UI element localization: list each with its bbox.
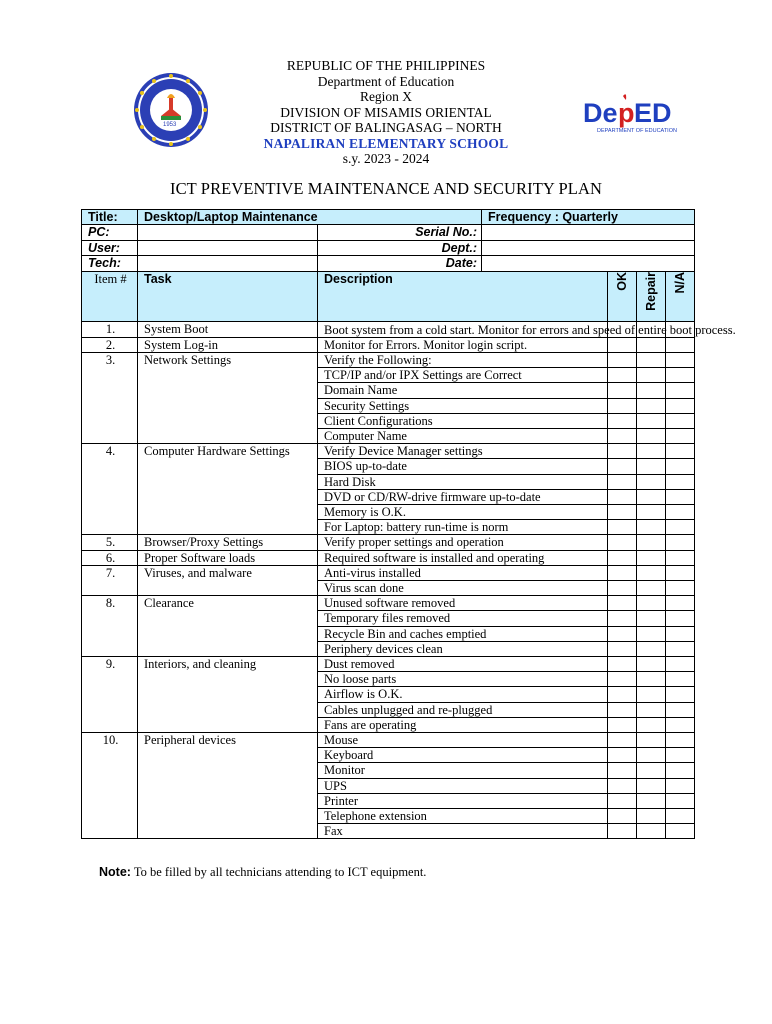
task-description: Unused software removed [318, 596, 608, 611]
na-checkbox-cell[interactable] [666, 337, 695, 352]
na-checkbox-cell[interactable] [666, 596, 695, 611]
department-line: Department of Education [317, 73, 455, 89]
task-description: Hard Disk [318, 474, 608, 489]
repair-checkbox-cell[interactable] [637, 581, 666, 596]
svg-text:p: p [618, 98, 635, 128]
task-description: No loose parts [318, 672, 608, 687]
task-description: Airflow is O.K. [318, 687, 608, 702]
repair-checkbox-cell[interactable] [637, 717, 666, 732]
task-name: Computer Hardware Settings [138, 444, 318, 535]
item-column-header: Item # [82, 271, 138, 321]
repair-checkbox-cell[interactable] [637, 733, 666, 748]
task-description: Printer [318, 793, 608, 808]
task-description: Virus scan done [318, 581, 608, 596]
task-description: TCP/IP and/or IPX Settings are Correct [318, 368, 608, 383]
task-description: Security Settings [318, 398, 608, 413]
na-checkbox-cell[interactable] [666, 535, 695, 550]
title-value: Desktop/Laptop Maintenance [138, 210, 482, 225]
repair-checkbox-cell[interactable] [637, 459, 666, 474]
task-name: Interiors, and cleaning [138, 657, 318, 733]
tech-label: Tech: [82, 256, 138, 271]
task-description: Periphery devices clean [318, 641, 608, 656]
na-checkbox-cell[interactable] [666, 474, 695, 489]
pc-label: PC: [82, 225, 138, 240]
repair-checkbox-cell[interactable] [637, 824, 666, 839]
na-checkbox-cell[interactable] [666, 398, 695, 413]
na-checkbox-cell[interactable] [666, 368, 695, 383]
description-column-header: Description [318, 271, 608, 321]
na-checkbox-cell[interactable] [666, 672, 695, 687]
table-row [82, 337, 695, 352]
tech-field[interactable] [138, 256, 318, 271]
table-row [82, 596, 695, 611]
ok-checkbox-cell[interactable] [608, 505, 637, 520]
table-row [82, 321, 695, 337]
ok-checkbox-cell[interactable] [608, 763, 637, 778]
na-checkbox-cell[interactable] [666, 641, 695, 656]
note-text: To be filled by all technicians attending to ICT equipment. [133, 865, 427, 879]
table-row [82, 565, 695, 580]
task-description: Dust removed [318, 657, 608, 672]
task-name: Viruses, and malware [138, 565, 318, 595]
na-column-header: N/A [672, 271, 687, 294]
repair-checkbox-cell[interactable] [637, 413, 666, 428]
item-number: 1. [82, 321, 138, 337]
task-description: BIOS up-to-date [318, 459, 608, 474]
ok-checkbox-cell[interactable] [608, 702, 637, 717]
task-description: UPS [318, 778, 608, 793]
na-checkbox-cell[interactable] [666, 565, 695, 580]
repair-checkbox-cell[interactable] [637, 793, 666, 808]
item-number: 4. [82, 444, 138, 535]
task-name: Peripheral devices [138, 733, 318, 839]
repair-column-header: Repair [643, 271, 658, 311]
task-column-header: Task [138, 271, 318, 321]
table-row [82, 657, 695, 672]
ok-checkbox-cell[interactable] [608, 474, 637, 489]
division-line: DIVISION OF MISAMIS ORIENTAL [280, 104, 492, 120]
ok-checkbox-cell[interactable] [608, 352, 637, 367]
ok-checkbox-cell[interactable] [608, 657, 637, 672]
repair-checkbox-cell[interactable] [637, 368, 666, 383]
na-checkbox-cell[interactable] [666, 383, 695, 398]
ok-checkbox-cell[interactable] [608, 687, 637, 702]
repair-checkbox-cell[interactable] [637, 337, 666, 352]
ok-checkbox-cell[interactable] [608, 337, 637, 352]
table-row [82, 550, 695, 565]
na-checkbox-cell[interactable] [666, 428, 695, 443]
na-checkbox-cell[interactable] [666, 581, 695, 596]
task-description: Monitor [318, 763, 608, 778]
pc-field[interactable] [138, 225, 318, 240]
repair-checkbox-cell[interactable] [637, 489, 666, 504]
repair-checkbox-cell[interactable] [637, 535, 666, 550]
task-name: Clearance [138, 596, 318, 657]
dept-label: Dept.: [318, 240, 482, 255]
ok-checkbox-cell[interactable] [608, 398, 637, 413]
ok-checkbox-cell[interactable] [608, 383, 637, 398]
table-row [82, 352, 695, 367]
na-checkbox-cell[interactable] [666, 763, 695, 778]
task-description: Fax [318, 824, 608, 839]
ok-checkbox-cell[interactable] [608, 611, 637, 626]
ok-checkbox-cell[interactable] [608, 809, 637, 824]
task-name: System Boot [138, 321, 318, 337]
seal-year-text: 1953 [163, 122, 177, 128]
ok-checkbox-cell[interactable] [608, 596, 637, 611]
repair-checkbox-cell[interactable] [637, 352, 666, 367]
task-description: Cables unplugged and re-plugged [318, 702, 608, 717]
na-checkbox-cell[interactable] [666, 520, 695, 535]
repair-checkbox-cell[interactable] [637, 383, 666, 398]
region-line: Region X [359, 89, 413, 104]
na-checkbox-cell[interactable] [666, 778, 695, 793]
item-number: 2. [82, 337, 138, 352]
task-description: Telephone extension [318, 809, 608, 824]
repair-checkbox-cell[interactable] [637, 657, 666, 672]
task-description: Keyboard [318, 748, 608, 763]
repair-checkbox-cell[interactable] [637, 778, 666, 793]
serial-field[interactable] [482, 225, 695, 240]
ok-checkbox-cell[interactable] [608, 717, 637, 732]
task-description: Memory is O.K. [318, 505, 608, 520]
na-checkbox-cell[interactable] [666, 748, 695, 763]
deped-subtitle: DEPARTMENT OF EDUCATION [597, 128, 677, 134]
na-checkbox-cell[interactable] [666, 489, 695, 504]
na-checkbox-cell[interactable] [666, 824, 695, 839]
task-description: Monitor for Errors. Monitor login script. [318, 337, 608, 352]
task-description: For Laptop: battery run-time is norm [318, 520, 608, 535]
ok-checkbox-cell[interactable] [608, 550, 637, 565]
school-name: NAPALIRAN ELEMENTARY SCHOOL [263, 135, 509, 151]
repair-checkbox-cell[interactable] [637, 809, 666, 824]
ok-checkbox-cell[interactable] [608, 413, 637, 428]
repair-checkbox-cell[interactable] [637, 641, 666, 656]
dept-field[interactable] [482, 240, 695, 255]
item-number: 9. [82, 657, 138, 733]
ok-checkbox-cell[interactable] [608, 824, 637, 839]
ok-checkbox-cell[interactable] [608, 672, 637, 687]
ok-checkbox-cell[interactable] [608, 748, 637, 763]
task-description: Required software is installed and operating [318, 550, 608, 565]
repair-checkbox-cell[interactable] [637, 550, 666, 565]
na-checkbox-cell[interactable] [666, 733, 695, 748]
na-checkbox-cell[interactable] [666, 687, 695, 702]
ok-checkbox-cell[interactable] [608, 535, 637, 550]
repair-checkbox-cell[interactable] [637, 687, 666, 702]
repair-checkbox-cell[interactable] [637, 520, 666, 535]
letterhead [0, 58, 772, 167]
task-name: Proper Software loads [138, 550, 318, 565]
repair-checkbox-cell[interactable] [637, 626, 666, 641]
repair-checkbox-cell[interactable] [637, 748, 666, 763]
na-checkbox-cell[interactable] [666, 459, 695, 474]
na-checkbox-cell[interactable] [666, 413, 695, 428]
ok-checkbox-cell[interactable] [608, 641, 637, 656]
repair-checkbox-cell[interactable] [637, 505, 666, 520]
task-description: Client Configurations [318, 413, 608, 428]
na-checkbox-cell[interactable] [666, 809, 695, 824]
na-checkbox-cell[interactable] [666, 657, 695, 672]
repair-checkbox-cell[interactable] [637, 565, 666, 580]
na-checkbox-cell[interactable] [666, 550, 695, 565]
task-description: Verify the Following: [318, 352, 608, 367]
svg-text:De: De [583, 98, 618, 128]
ok-checkbox-cell[interactable] [608, 793, 637, 808]
maintenance-plan-table [81, 209, 736, 839]
ok-checkbox-cell[interactable] [608, 581, 637, 596]
task-description: Domain Name [318, 383, 608, 398]
na-checkbox-cell[interactable] [666, 352, 695, 367]
svg-text:ED: ED [634, 98, 672, 128]
date-label: Date: [318, 256, 482, 271]
item-number: 6. [82, 550, 138, 565]
item-number: 7. [82, 565, 138, 595]
task-description: Boot system from a cold start. Monitor for errors and speed of entire boot process. [318, 321, 608, 337]
item-number: 10. [82, 733, 138, 839]
na-checkbox-cell[interactable] [666, 444, 695, 459]
item-number: 8. [82, 596, 138, 657]
na-checkbox-cell[interactable] [666, 717, 695, 732]
repair-checkbox-cell[interactable] [637, 702, 666, 717]
task-description: Verify Device Manager settings [318, 444, 608, 459]
task-description: Fans are operating [318, 717, 608, 732]
serial-label: Serial No.: [318, 225, 482, 240]
na-checkbox-cell[interactable] [666, 611, 695, 626]
na-checkbox-cell[interactable] [666, 702, 695, 717]
district-line: DISTRICT OF BALINGASAG – NORTH [270, 120, 502, 135]
document-title: ICT PREVENTIVE MAINTENANCE AND SECURITY PLAN [169, 179, 602, 198]
table-row [82, 535, 695, 550]
date-field[interactable] [482, 256, 695, 271]
task-description: Verify proper settings and operation [318, 535, 608, 550]
na-checkbox-cell[interactable] [666, 505, 695, 520]
task-description: Temporary files removed [318, 611, 608, 626]
repair-checkbox-cell[interactable] [637, 428, 666, 443]
ok-checkbox-cell[interactable] [608, 489, 637, 504]
school-year: s.y. 2023 - 2024 [342, 151, 430, 166]
repair-checkbox-cell[interactable] [637, 444, 666, 459]
ok-checkbox-cell[interactable] [608, 520, 637, 535]
repair-checkbox-cell[interactable] [637, 398, 666, 413]
repair-checkbox-cell[interactable] [637, 611, 666, 626]
ok-column-header: OK [614, 271, 629, 291]
table-row [82, 444, 695, 459]
na-checkbox-cell[interactable] [666, 626, 695, 641]
user-label: User: [82, 240, 138, 255]
ok-checkbox-cell[interactable] [608, 733, 637, 748]
republic-line: REPUBLIC OF THE PHILIPPINES [286, 58, 486, 73]
item-number: 3. [82, 352, 138, 443]
ok-checkbox-cell[interactable] [608, 368, 637, 383]
task-description: Recycle Bin and caches emptied [318, 626, 608, 641]
frequency-label: Frequency : Quarterly [482, 210, 695, 225]
ok-checkbox-cell[interactable] [608, 459, 637, 474]
ok-checkbox-cell[interactable] [608, 565, 637, 580]
repair-checkbox-cell[interactable] [637, 672, 666, 687]
repair-checkbox-cell[interactable] [637, 596, 666, 611]
ok-checkbox-cell[interactable] [608, 428, 637, 443]
task-description: Anti-virus installed [318, 565, 608, 580]
ok-checkbox-cell[interactable] [608, 626, 637, 641]
title-label: Title: [82, 210, 138, 225]
ok-checkbox-cell[interactable] [608, 444, 637, 459]
task-description: DVD or CD/RW-drive firmware up-to-date [318, 489, 608, 504]
repair-checkbox-cell[interactable] [637, 474, 666, 489]
user-field[interactable] [138, 240, 318, 255]
footnote [99, 865, 426, 880]
na-checkbox-cell[interactable] [666, 793, 695, 808]
repair-checkbox-cell[interactable] [637, 763, 666, 778]
task-name: Browser/Proxy Settings [138, 535, 318, 550]
note-label: Note: [99, 865, 131, 879]
task-name: System Log-in [138, 337, 318, 352]
item-number: 5. [82, 535, 138, 550]
task-name: Network Settings [138, 352, 318, 443]
table-row [82, 733, 695, 748]
task-rows [82, 321, 736, 839]
task-description: Computer Name [318, 428, 608, 443]
ok-checkbox-cell[interactable] [608, 778, 637, 793]
task-description: Mouse [318, 733, 608, 748]
